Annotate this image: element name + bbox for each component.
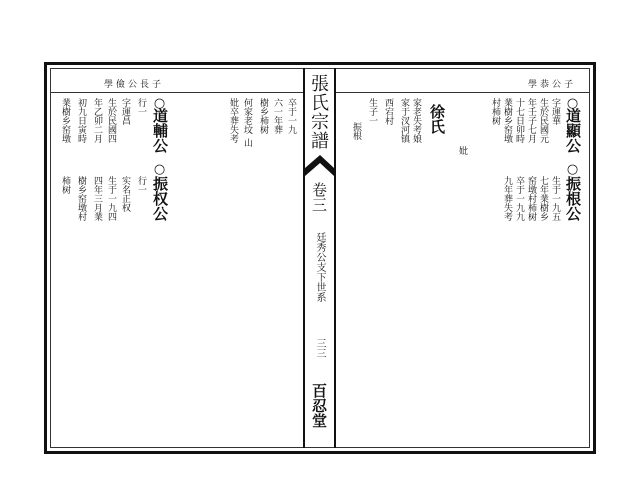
son-detail: 四年三月業 <box>92 176 102 221</box>
heir-detail: 業樹乡窑墩 <box>60 98 70 143</box>
wife-detail: 家于汊河镇 <box>399 98 409 143</box>
right-page-header: 學恭公子 <box>528 80 577 90</box>
wife-detail: 西宕村 <box>383 98 393 125</box>
heir-detail: 初九日寅時 <box>76 98 86 143</box>
heir-circle-mid: ○ <box>565 162 580 177</box>
son-rank: 行一 <box>136 176 146 194</box>
continuation-detail: 卒于一九 <box>286 98 296 134</box>
section-label: 廷秀公支下世系 <box>314 232 325 302</box>
heir-detail: 字運華 <box>550 98 560 125</box>
heir-circle-top: ○ <box>565 96 580 111</box>
heir-detail: 生於民國四 <box>106 98 116 143</box>
son-detail: 九年葬失考 <box>502 176 512 221</box>
page-number: 三三 <box>314 338 325 358</box>
heir-rank: 行一 <box>136 98 146 116</box>
heir-detail: 字運昌 <box>120 98 130 125</box>
continuation-detail: 何家老坟 <box>242 98 252 134</box>
heir-name: 道顯公 <box>564 108 582 153</box>
heir-detail: 村柿树 <box>490 98 500 125</box>
son-detail: 生于一九四 <box>106 176 116 221</box>
wife-name: 徐氏 <box>428 104 446 134</box>
heir-detail: 年壬子七月 <box>526 98 536 143</box>
heir-name: 道輔公 <box>151 108 169 153</box>
son-detail: 生于一九五 <box>550 176 560 221</box>
wife-detail: 生子一 <box>367 98 377 125</box>
son-name: 振权公 <box>151 176 169 221</box>
heir-detail: 年乙卯二月 <box>92 98 102 143</box>
heir-detail: 業樹乡窑墩 <box>502 98 512 143</box>
wife-detail: 家老失考娘 <box>411 98 421 143</box>
heir-detail: 十七日卯時 <box>514 98 524 143</box>
continuation-detail: 妣卒葬失考 <box>228 98 238 143</box>
genealogy-title: 張氏宗譜 <box>308 74 329 150</box>
left-page-header: 學儉公長子 <box>104 80 165 90</box>
heir-circle-mid: ○ <box>152 162 167 177</box>
son-detail: 柿树 <box>60 176 70 194</box>
son-name: 振根公 <box>564 176 582 221</box>
son-detail: 窑墩村柿树 <box>526 176 536 221</box>
continuation-detail: 樹乡柿树 <box>258 98 268 134</box>
son-detail: 樹乡窑墩村 <box>76 176 86 221</box>
son-detail: 卒于一九九 <box>514 176 524 221</box>
son-detail: 实名正权 <box>120 176 130 212</box>
hall-name: 百忍堂 <box>310 383 328 428</box>
heir-detail: 生於民國元 <box>538 98 548 143</box>
wife-detail: 振根 <box>351 122 361 140</box>
continuation-detail: 山 <box>242 138 252 147</box>
son-detail: 七年業樹乡 <box>538 176 548 221</box>
volume-label: 卷三 <box>310 182 328 212</box>
continuation-detail: 六一年葬 <box>272 98 282 134</box>
heir-circle-top: ○ <box>152 96 167 111</box>
wife-title: 妣 <box>457 146 467 155</box>
